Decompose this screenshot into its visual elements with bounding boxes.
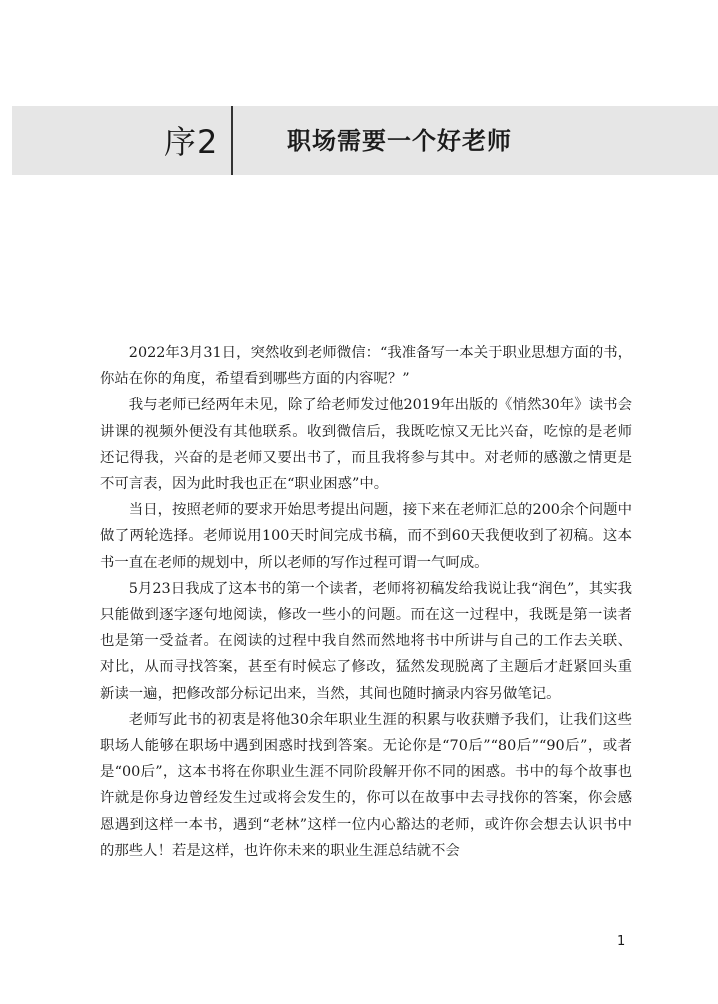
preface-sequence-label: 序2 bbox=[164, 123, 219, 161]
paragraph: 5月23日我成了这本书的第一个读者，老师将初稿发给我说让我“润色”，其实我只能做到逐字逐句地阅读，修改一些小的问题。而在这一过程中，我既是第一读者也是第一受益者。在阅读的过程中我自然而然地将书中所讲与自己的工作去关联、对比，从而寻找答案，甚至有时候忘了修改，猛然发现脱离了主题后才赶紧回头重新读一遍，把修改部分标记出来，当然，其间也随时摘录内容另做笔记。 bbox=[100, 580, 632, 702]
paragraph: 2022年3月31日，突然收到老师微信：“我准备写一本关于职业思想方面的书，你站在你的角度，希望看到哪些方面的内容呢？” bbox=[100, 345, 632, 388]
header-divider bbox=[231, 106, 233, 175]
paragraph: 老师写此书的初衷是将他30余年职业生涯的积累与收获赠予我们，让我们这些职场人能够在职场中遇到困惑时找到答案。无论你是“70后”“80后”“90后”，或者是“00后”，这本书将在你职业生涯不同阶段解开你不同的困惑。书中的每个故事也许就是你身边曾经发生过或将会发生的，你可以在故事中去寻找你的答案，你会感恩遇到这样一本书，遇到“老林”这样一位内心豁达的老师，或许你会想去认识书中的那些人！若是这样，也许你未来的职业生涯总结就不会 bbox=[100, 711, 632, 859]
body-text bbox=[100, 340, 632, 864]
paragraph: 当日，按照老师的要求开始思考提出问题，接下来在老师汇总的200余个问题中做了两轮选择。老师说用100天时间完成书稿，而不到60天我便收到了初稿。这本书一直在老师的规划中，所以老师的写作过程可谓一气呵成。 bbox=[100, 502, 632, 571]
page-number: 1 bbox=[617, 934, 626, 949]
paragraph: 我与老师已经两年未见，除了给老师发过他2019年出版的《悄然30年》读书会讲课的视频外便没有其他联系。收到微信后，我既吃惊又无比兴奋，吃惊的是老师还记得我，兴奋的是老师又要出书了，而且我将参与其中。对老师的感激之情更是不可言表，因为此时我也正在“职业困惑”中。 bbox=[100, 397, 632, 493]
chapter-title: 职场需要一个好老师 bbox=[287, 127, 512, 155]
